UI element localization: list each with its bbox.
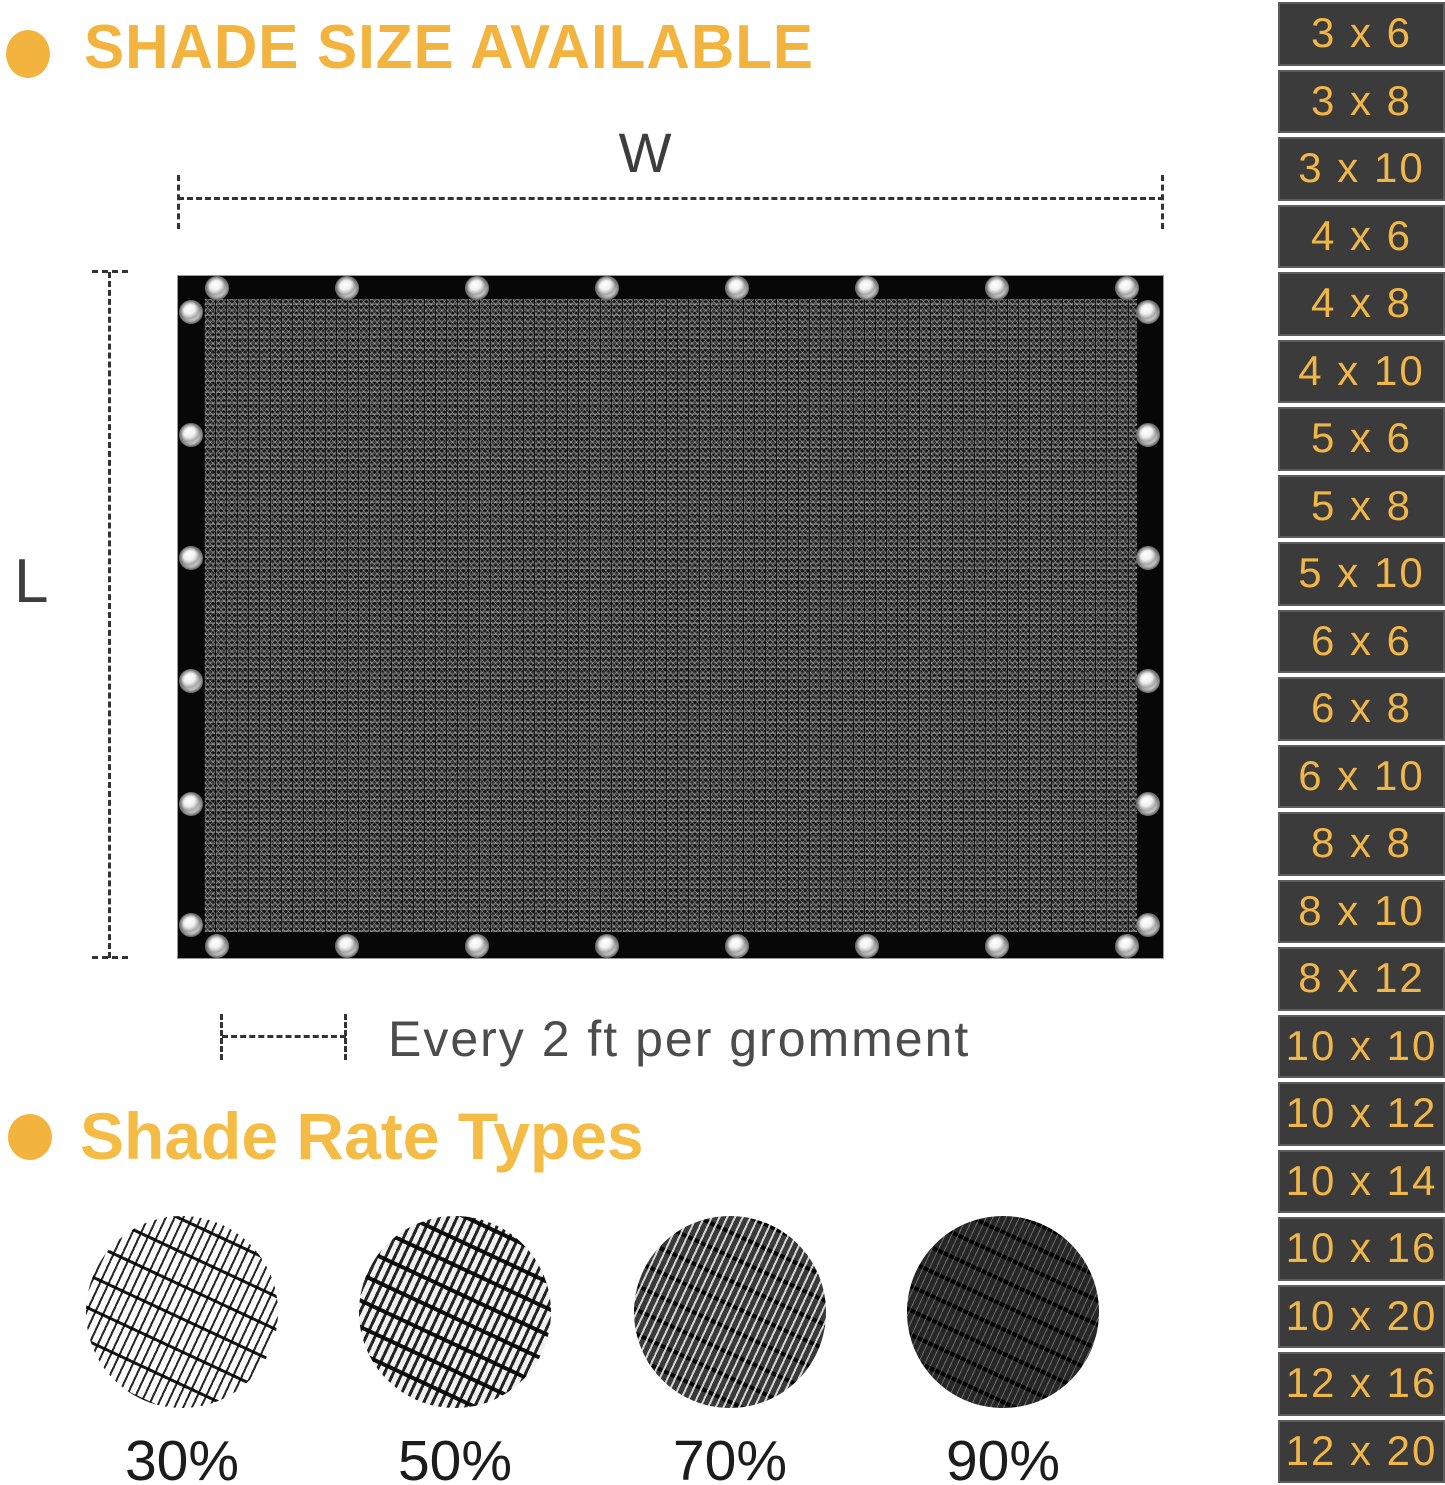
grommet-icon <box>986 277 1008 299</box>
size-option: 5 x 6 <box>1278 407 1445 471</box>
length-dimension-line <box>108 272 111 958</box>
shade-swatch-90 <box>907 1216 1099 1408</box>
width-dimension-tick-left <box>177 175 180 229</box>
grommet-icon <box>336 277 358 299</box>
grommet-icon <box>466 935 488 957</box>
shade-net <box>178 276 1163 958</box>
grommet-icon <box>726 935 748 957</box>
size-option: 8 x 10 <box>1278 880 1445 944</box>
size-option: 12 x 20 <box>1278 1420 1445 1484</box>
grommet-icon <box>856 277 878 299</box>
shade-net-mesh <box>204 299 1137 932</box>
shade-swatch-50 <box>359 1216 551 1408</box>
grommet-icon <box>1137 914 1159 936</box>
shade-rate-label: 70% <box>672 1429 788 1485</box>
size-option: 10 x 12 <box>1278 1082 1445 1146</box>
size-option: 3 x 6 <box>1278 2 1445 66</box>
size-option: 3 x 8 <box>1278 70 1445 134</box>
grommet-icon <box>986 935 1008 957</box>
shade-swatch-30 <box>86 1216 278 1408</box>
size-option: 5 x 8 <box>1278 475 1445 539</box>
grommet-icon <box>1137 547 1159 569</box>
length-dimension-tick-top <box>92 270 128 273</box>
size-option: 3 x 10 <box>1278 137 1445 201</box>
size-option: 4 x 6 <box>1278 205 1445 269</box>
size-option: 8 x 12 <box>1278 947 1445 1011</box>
width-dimension-label: W <box>618 121 672 184</box>
grommet-icon <box>180 424 202 446</box>
grommet-icon <box>180 793 202 815</box>
grommet-icon <box>336 935 358 957</box>
grommet-icon <box>206 277 228 299</box>
grommet-spacing-line <box>222 1035 346 1038</box>
size-option: 5 x 10 <box>1278 542 1445 606</box>
grommet-icon <box>856 935 878 957</box>
grommet-icon <box>1116 277 1138 299</box>
grommet-spacing-note: Every 2 ft per gromment <box>388 1011 971 1067</box>
size-option: 8 x 8 <box>1278 812 1445 876</box>
size-section-title: SHADE SIZE AVAILABLE <box>84 13 814 82</box>
shade-swatch-70 <box>634 1216 826 1408</box>
bullet-dot-icon <box>8 1114 52 1160</box>
rate-section-title: Shade Rate Types <box>80 1099 644 1173</box>
size-option: 4 x 8 <box>1278 272 1445 336</box>
size-option: 6 x 8 <box>1278 677 1445 741</box>
size-option: 6 x 6 <box>1278 610 1445 674</box>
grommet-icon <box>180 914 202 936</box>
grommet-icon <box>180 301 202 323</box>
grommet-icon <box>206 935 228 957</box>
grommet-icon <box>596 277 618 299</box>
size-option: 10 x 14 <box>1278 1150 1445 1214</box>
length-dimension-tick-bottom <box>92 956 128 959</box>
shade-rate-label: 30% <box>124 1429 240 1485</box>
width-dimension-line <box>178 197 1164 200</box>
grommet-icon <box>1137 670 1159 692</box>
size-option: 10 x 10 <box>1278 1015 1445 1079</box>
grommet-icon <box>1137 793 1159 815</box>
shade-rate-label: 50% <box>397 1429 513 1485</box>
size-option: 10 x 16 <box>1278 1217 1445 1281</box>
width-dimension-tick-right <box>1161 175 1164 229</box>
size-option: 4 x 10 <box>1278 340 1445 404</box>
bullet-dot-icon <box>6 30 50 78</box>
grommet-icon <box>596 935 618 957</box>
shade-rate-label: 90% <box>945 1429 1061 1485</box>
grommet-icon <box>726 277 748 299</box>
grommet-icon <box>1116 935 1138 957</box>
size-option: 10 x 20 <box>1278 1285 1445 1349</box>
grommet-icon <box>466 277 488 299</box>
grommet-icon <box>1137 301 1159 323</box>
grommet-icon <box>180 670 202 692</box>
length-dimension-label: L <box>14 547 49 616</box>
size-option: 6 x 10 <box>1278 745 1445 809</box>
grommet-icon <box>180 547 202 569</box>
size-option: 12 x 16 <box>1278 1352 1445 1416</box>
grommet-icon <box>1137 424 1159 446</box>
size-option-list <box>1278 2 1445 1485</box>
